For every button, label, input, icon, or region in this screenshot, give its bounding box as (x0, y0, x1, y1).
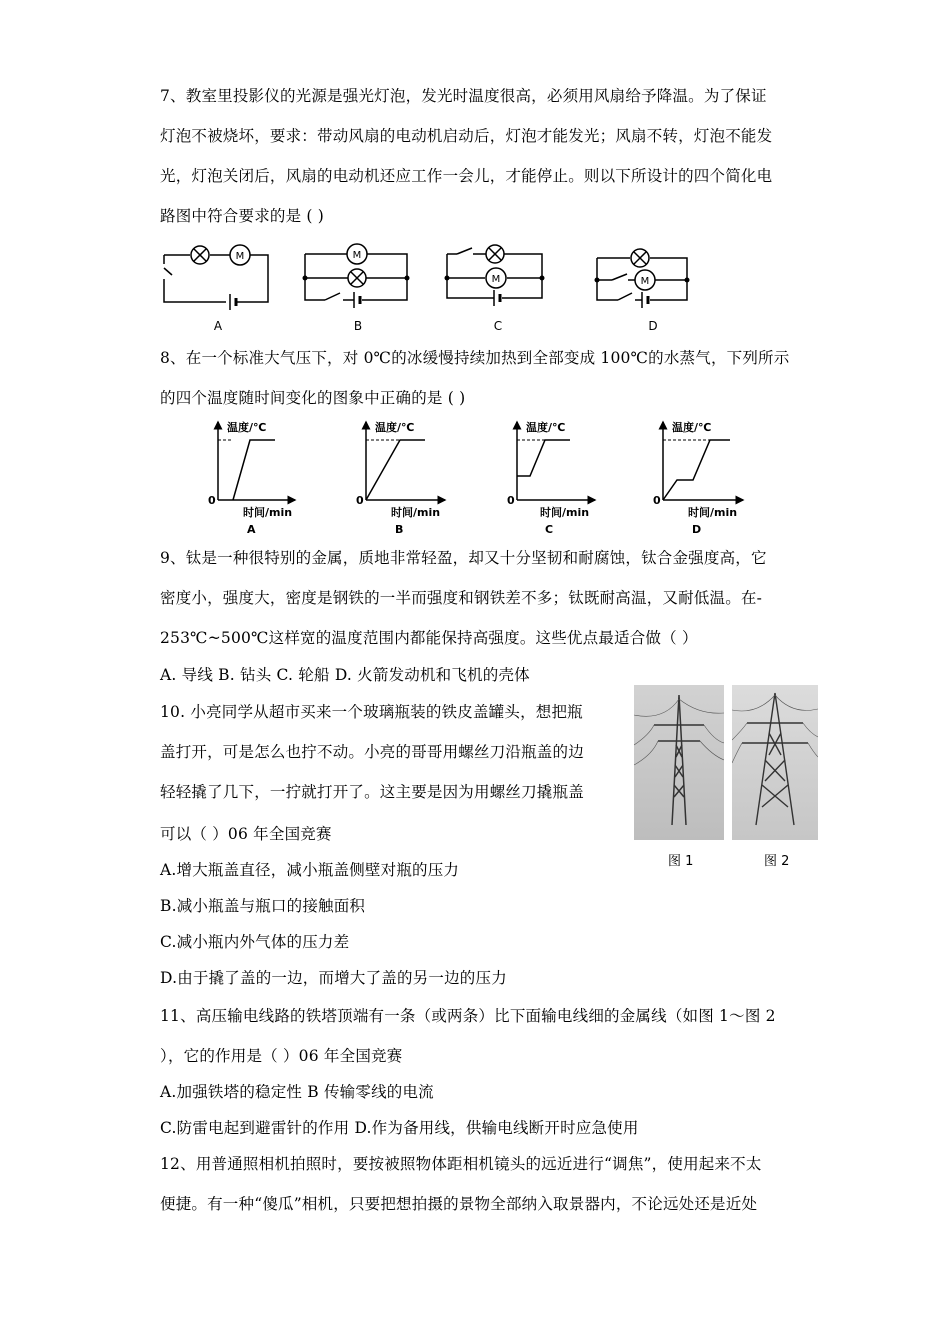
tower-1-icon (634, 685, 724, 840)
q10-option-c: C.减小瓶内外气体的压力差 (160, 933, 350, 951)
q7-line-1: 7、教室里投影仪的光源是强光灯泡，发光时温度很高，必须用风扇给予降温。为了保证 (160, 87, 767, 105)
q11-line-1: 11、高压输电线路的铁塔顶端有一条（或两条）比下面输电线细的金属线（如图 1～图 2 (160, 1007, 776, 1025)
graph-a-ylabel: 温度/℃ (227, 421, 267, 434)
q8-line-1: 8、在一个标准大气压下，对 0℃的冰缓慢持续加热到全部变成 100℃的水蒸气，下列所示 (160, 349, 790, 367)
q8-temperature-graphs (195, 418, 765, 538)
circuit-option-d: D (648, 319, 658, 333)
graph-c-origin: 0 (507, 494, 515, 507)
figure-1-caption: 图 1 (668, 854, 694, 869)
q9-line-2: 密度小，强度大，密度是钢铁的一半而强度和钢铁差不多；钛既耐高温，又耐低温。在- (160, 589, 763, 607)
graph-b-ylabel: 温度/℃ (375, 421, 415, 434)
graph-d-ylabel: 温度/℃ (672, 421, 712, 434)
graph-option-a: A (247, 523, 256, 536)
q12-line-1: 12、用普通照相机拍照时，要按被照物体距相机镜头的远近进行“调焦”，使用起来不太 (160, 1155, 762, 1173)
graph-d-xlabel: 时间/min (688, 506, 738, 519)
q11-options-ab: A.加强铁塔的稳定性 B 传输零线的电流 (160, 1083, 434, 1101)
graph-b-origin: 0 (356, 494, 364, 507)
q10-line-4: 可以（ ）06 年全国竞赛 (160, 825, 332, 843)
graph-c-xlabel: 时间/min (540, 506, 590, 519)
graph-a-origin: 0 (208, 494, 216, 507)
q10-line-2: 盖打开，可是怎么也拧不动。小亮的哥哥用螺丝刀沿瓶盖的边 (160, 743, 584, 761)
graph-option-d: D (692, 523, 702, 536)
motor-label-d: M (640, 276, 650, 287)
q11-options-cd: C.防雷电起到避雷针的作用 D.作为备用线，供输电线断开时应急使用 (160, 1119, 639, 1137)
circuit-option-c: C (493, 319, 503, 333)
tower-2-icon (732, 685, 818, 840)
q10-option-b: B.减小瓶盖与瓶口的接触面积 (160, 897, 366, 915)
q9-options: A. 导线 B. 钻头 C. 轮船 D. 火箭发动机和飞机的壳体 (160, 666, 530, 684)
q9-line-1: 9、钛是一种很特别的金属，质地非常轻盈，却又十分坚韧和耐腐蚀，钛合金强度高，它 (160, 549, 767, 567)
tower-photo-figure-2 (732, 685, 818, 840)
q7-line-3: 光，灯泡关闭后，风扇的电动机还应工作一会儿，才能停止。则以下所设计的四个简化电 (160, 167, 773, 185)
motor-label-c: M (491, 274, 501, 285)
q12-line-2: 便捷。有一种“傻瓜”相机，只要把想拍摄的景物全部纳入取景器内，不论远处还是近处 (160, 1195, 758, 1213)
q10-option-a: A.增大瓶盖直径，减小瓶盖侧壁对瓶的压力 (160, 861, 460, 879)
graph-c-ylabel: 温度/℃ (526, 421, 566, 434)
q7-circuit-diagrams (150, 238, 710, 338)
q7-line-2: 灯泡不被烧坏，要求：带动风扇的电动机启动后，灯泡才能发光；风扇不转，灯泡不能发 (160, 127, 773, 145)
motor-label-b: M (352, 250, 362, 261)
circuit-option-b: B (353, 319, 363, 333)
graph-option-c: C (545, 523, 554, 536)
graph-b-xlabel: 时间/min (391, 506, 441, 519)
circuit-a (164, 245, 268, 310)
motor-label-a: M (235, 251, 245, 262)
graph-a-xlabel: 时间/min (243, 506, 293, 519)
circuit-option-a: A (213, 319, 223, 333)
q10-line-1: 10. 小亮同学从超市买来一个玻璃瓶装的铁皮盖罐头，想把瓶 (160, 703, 583, 721)
figure-2-caption: 图 2 (764, 854, 790, 869)
tower-photo-figure-1 (634, 685, 724, 840)
q7-line-4: 路图中符合要求的是 ( ) (160, 207, 325, 225)
q9-line-3: 253℃~500℃这样宽的温度范围内都能保持高强度。这些优点最适合做（ ） (160, 629, 698, 647)
q10-option-d: D.由于撬了盖的一边，而增大了盖的另一边的压力 (160, 969, 507, 987)
graph-d-origin: 0 (653, 494, 661, 507)
graph-option-b: B (395, 523, 404, 536)
q10-line-3: 轻轻撬了几下，一拧就打开了。这主要是因为用螺丝刀撬瓶盖 (160, 783, 584, 801)
q8-line-2: 的四个温度随时间变化的图象中正确的是 ( ) (160, 389, 466, 407)
q11-line-2: ），它的作用是（ ）06 年全国竞赛 (160, 1047, 403, 1065)
